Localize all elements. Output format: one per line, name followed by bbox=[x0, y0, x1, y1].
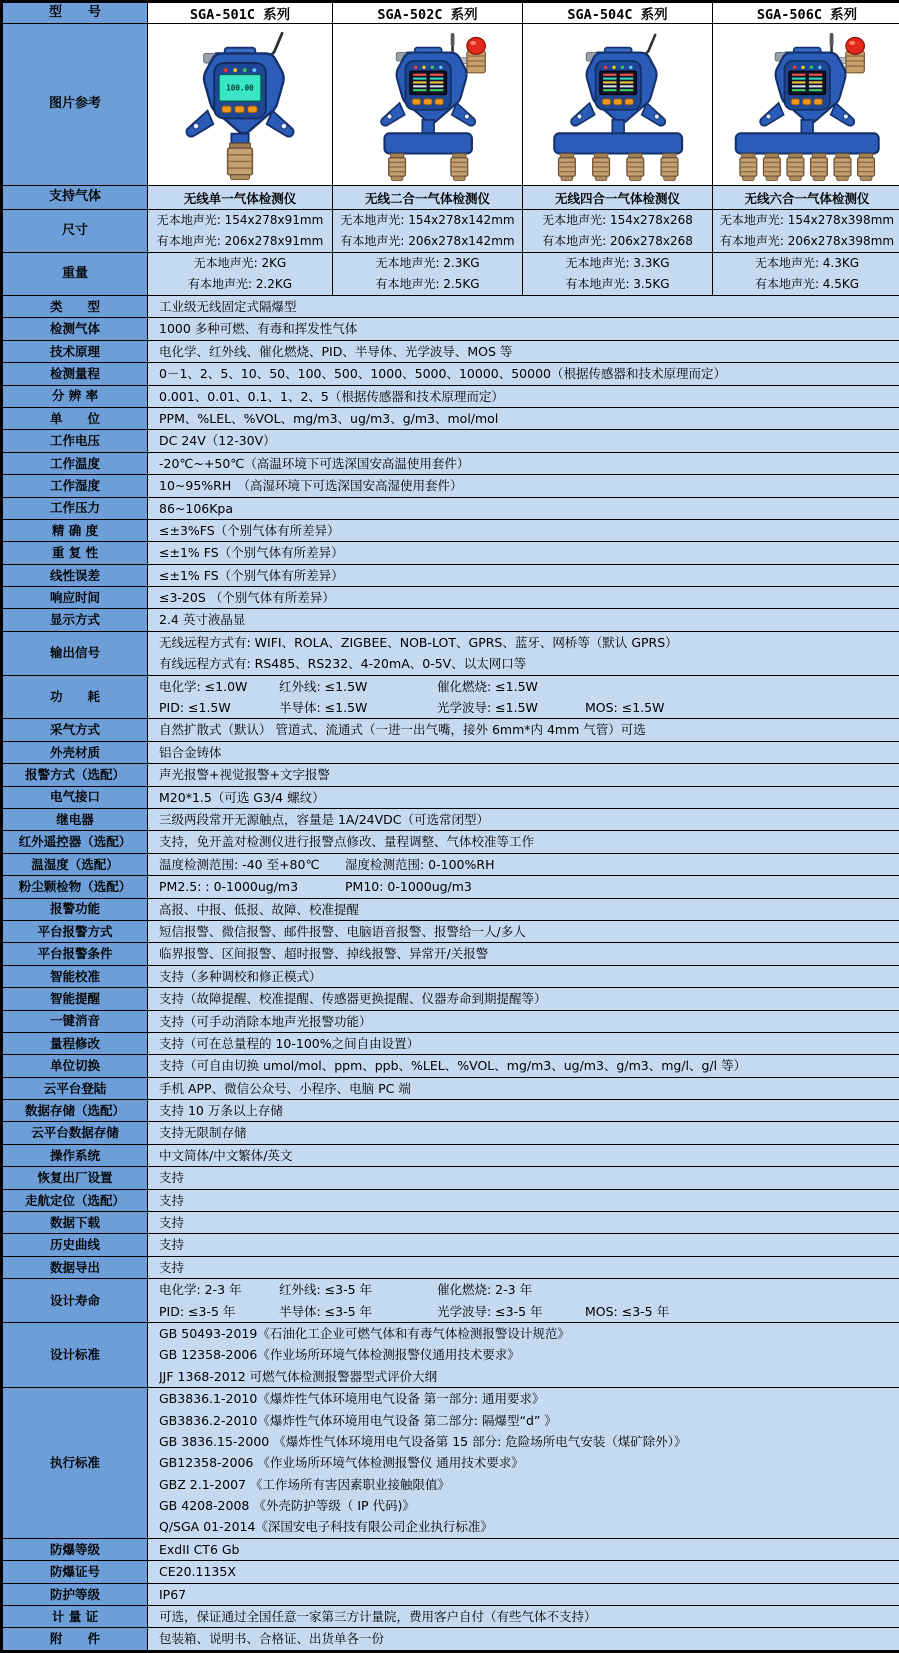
spec-row-value bbox=[148, 808, 899, 830]
spec-value-segment: 电化学: ≤1.0W bbox=[159, 676, 279, 697]
spec-row-value bbox=[148, 452, 899, 474]
spec-row-value bbox=[148, 1628, 899, 1650]
spec-row-label: 量程修改 bbox=[3, 1032, 148, 1054]
spec-value-line: ≤3-20S （个别气体有所差异） bbox=[159, 587, 899, 608]
spec-value-line: 0－1、2、5、10、50、100、500、1000、5000、10000、50000（根据传感器和技术原理而定） bbox=[159, 363, 899, 384]
spec-row bbox=[3, 340, 899, 362]
spec-value-segment: PID: ≤3-5 年 bbox=[159, 1301, 279, 1322]
spec-value-line: ExdII CT6 Gb bbox=[159, 1539, 899, 1560]
spec-value-line: 支持（故障提醒、校准提醒、传感器更换提醒、仪器寿命到期提醒等） bbox=[159, 988, 899, 1009]
dimension-value-line: 无本地声光: 154x278x91mm bbox=[148, 210, 332, 231]
spec-row-value bbox=[148, 1234, 899, 1256]
spec-row bbox=[3, 497, 899, 519]
spec-value-line: 支持 bbox=[159, 1190, 899, 1211]
product-image-cell bbox=[148, 24, 333, 186]
spec-row bbox=[3, 1322, 899, 1387]
spec-row bbox=[3, 542, 899, 564]
spec-row bbox=[3, 318, 899, 340]
spec-row-value bbox=[148, 853, 899, 875]
spec-value-segment: 催化燃烧: ≤1.5W bbox=[437, 676, 585, 697]
spec-row bbox=[3, 719, 899, 741]
spec-row-label: 云平台登陆 bbox=[3, 1077, 148, 1099]
spec-row-value bbox=[148, 1322, 899, 1387]
spec-row-label: 云平台数据存储 bbox=[3, 1122, 148, 1144]
spec-row-label: 防爆等级 bbox=[3, 1538, 148, 1560]
spec-row-label: 技术原理 bbox=[3, 340, 148, 362]
spec-row-value bbox=[148, 1279, 899, 1323]
supported-gas-value: 无线六合一气体检测仪 bbox=[713, 186, 899, 210]
spec-row-value bbox=[148, 519, 899, 541]
spec-row-label: 报警功能 bbox=[3, 898, 148, 920]
spec-row bbox=[3, 363, 899, 385]
spec-value-line: GB3836.1-2010《爆炸性气体环境用电气设备 第一部分: 通用要求》 bbox=[159, 1388, 899, 1409]
spec-value-line: 10~95%RH （高湿环境下可选深国安高湿使用套件） bbox=[159, 475, 899, 496]
svg-text:100.00: 100.00 bbox=[226, 84, 254, 93]
spec-row bbox=[3, 965, 899, 987]
spec-row bbox=[3, 296, 899, 318]
weight-value-line: 有本地声光: 2.5KG bbox=[333, 274, 522, 295]
spec-row-value bbox=[148, 741, 899, 763]
spec-row-label: 单位切换 bbox=[3, 1055, 148, 1077]
spec-row-label: 红外遥控器（选配） bbox=[3, 831, 148, 853]
spec-row bbox=[3, 631, 899, 675]
row-label-weight: 重量 bbox=[3, 253, 148, 296]
spec-row-label: 智能提醒 bbox=[3, 988, 148, 1010]
spec-row-label: 电气接口 bbox=[3, 786, 148, 808]
spec-row-label: 平台报警条件 bbox=[3, 943, 148, 965]
spec-row-label: 外壳材质 bbox=[3, 741, 148, 763]
spec-value-line: GB 50493-2019《石油化工企业可燃气体和有毒气体检测报警设计规范》 bbox=[159, 1323, 899, 1344]
spec-value-line: GB 4208-2008 《外壳防护等级（ IP 代码)》 bbox=[159, 1495, 899, 1516]
weight-value-line: 有本地声光: 3.5KG bbox=[523, 274, 712, 295]
spec-row-label: 设计寿命 bbox=[3, 1279, 148, 1323]
spec-table bbox=[2, 2, 899, 1651]
spec-row-label: 功 耗 bbox=[3, 675, 148, 719]
spec-row bbox=[3, 1122, 899, 1144]
spec-row bbox=[3, 1189, 899, 1211]
spec-row bbox=[3, 988, 899, 1010]
spec-value-segment: 电化学: 2-3 年 bbox=[159, 1279, 279, 1300]
spec-row-value bbox=[148, 296, 899, 318]
spec-value-line: 中文简体/中文繁体/英文 bbox=[159, 1145, 899, 1166]
spec-value-segment: 催化燃烧: 2-3 年 bbox=[437, 1279, 585, 1300]
spec-row-value bbox=[148, 831, 899, 853]
spec-row bbox=[3, 808, 899, 830]
spec-row bbox=[3, 1279, 899, 1323]
spec-row bbox=[3, 1583, 899, 1605]
spec-value-line: 支持无限制存储 bbox=[159, 1122, 899, 1143]
spec-row-label: 检测气体 bbox=[3, 318, 148, 340]
spec-row-value bbox=[148, 965, 899, 987]
spec-row-label: 重 复 性 bbox=[3, 542, 148, 564]
spec-value-line bbox=[159, 876, 899, 897]
spec-row-label: 工作温度 bbox=[3, 452, 148, 474]
spec-value-line: GB12358-2006 《作业场所环境气体检测报警仪 通用技术要求》 bbox=[159, 1452, 899, 1473]
spec-value-line: 有线远程方式有: RS485、RS232、4-20mA、0-5V、以太网口等 bbox=[159, 653, 899, 674]
spec-row-value bbox=[148, 898, 899, 920]
spec-row-value bbox=[148, 564, 899, 586]
spec-row bbox=[3, 920, 899, 942]
spec-row-label: 平台报警方式 bbox=[3, 920, 148, 942]
spec-value-line: 临界报警、区间报警、超时报警、掉线报警、异常开/关报警 bbox=[159, 943, 899, 964]
spec-row-label: 检测量程 bbox=[3, 363, 148, 385]
spec-value-line: CE20.1135X bbox=[159, 1561, 899, 1582]
weight-value bbox=[333, 253, 523, 296]
spec-row bbox=[3, 1538, 899, 1560]
spec-row-label: 响应时间 bbox=[3, 587, 148, 609]
supported-gas-value: 无线四合一气体检测仪 bbox=[523, 186, 713, 210]
spec-row bbox=[3, 1010, 899, 1032]
weight-value bbox=[148, 253, 333, 296]
gas-detector-image bbox=[342, 30, 514, 182]
spec-row-label: 操作系统 bbox=[3, 1144, 148, 1166]
spec-row-label: 单 位 bbox=[3, 407, 148, 429]
spec-value-segment: MOS: ≤3-5 年 bbox=[585, 1301, 669, 1322]
dimension-value-line: 有本地声光: 206x278x142mm bbox=[333, 231, 522, 252]
spec-row bbox=[3, 407, 899, 429]
weight-value-line: 无本地声光: 2KG bbox=[148, 253, 332, 274]
spec-row-value bbox=[148, 1077, 899, 1099]
spec-value-line: 支持（多种调校和修正模式） bbox=[159, 966, 899, 987]
spec-value-line: PPM、%LEL、%VOL、mg/m3、ug/m3、g/m3、mol/mol bbox=[159, 408, 899, 429]
spec-value-segment: PID: ≤1.5W bbox=[159, 697, 279, 718]
spec-value-line: ≤±1% FS（个别气体有所差异） bbox=[159, 565, 899, 586]
dimension-value-line: 无本地声光: 154x278x142mm bbox=[333, 210, 522, 231]
spec-row bbox=[3, 1077, 899, 1099]
product-image-cell bbox=[713, 24, 899, 186]
weight-value-line: 无本地声光: 2.3KG bbox=[333, 253, 522, 274]
weight-value-line: 无本地声光: 3.3KG bbox=[523, 253, 712, 274]
spec-value-line: 短信报警、微信报警、邮件报警、电脑语音报警、报警给一人/多人 bbox=[159, 921, 899, 942]
spec-row bbox=[3, 1100, 899, 1122]
spec-row-value bbox=[148, 675, 899, 719]
spec-value-line: 支持 bbox=[159, 1257, 899, 1278]
spec-row-value bbox=[148, 719, 899, 741]
spec-row-label: 走航定位（选配） bbox=[3, 1189, 148, 1211]
spec-value-segment: 光学波导: ≤1.5W bbox=[437, 697, 585, 718]
row-label-image: 图片参考 bbox=[3, 24, 148, 186]
spec-value-line: 包装箱、说明书、合格证、出货单各一份 bbox=[159, 1628, 899, 1649]
model-header: SGA-506C 系列 bbox=[713, 3, 899, 24]
spec-row-value bbox=[148, 1144, 899, 1166]
spec-row-value bbox=[148, 340, 899, 362]
spec-value-line: 支持 bbox=[159, 1212, 899, 1233]
dimension-value bbox=[713, 210, 899, 253]
spec-value-line: 支持（可在总量程的 10-100%之间自由设置） bbox=[159, 1033, 899, 1054]
spec-row-label: 继电器 bbox=[3, 808, 148, 830]
row-label-support: 支持气体 bbox=[3, 186, 148, 210]
spec-value-line: 支持 10 万条以上存储 bbox=[159, 1100, 899, 1121]
spec-row-label: 工作压力 bbox=[3, 497, 148, 519]
spec-row-value bbox=[148, 876, 899, 898]
spec-value-line: Q/SGA 01-2014《深国安电子科技有限公司企业执行标准》 bbox=[159, 1516, 899, 1537]
spec-row-value bbox=[148, 1032, 899, 1054]
model-header-row bbox=[3, 3, 899, 24]
gas-detector-image bbox=[532, 30, 704, 182]
spec-value-segment: PM2.5: : 0-1000ug/m3 bbox=[159, 876, 345, 897]
spec-row-label: 历史曲线 bbox=[3, 1234, 148, 1256]
spec-row bbox=[3, 609, 899, 631]
spec-value-line: ≤±1% FS（个别气体有所差异） bbox=[159, 542, 899, 563]
spec-row bbox=[3, 1055, 899, 1077]
spec-value-segment: 半导体: ≤1.5W bbox=[279, 697, 437, 718]
weight-value-line: 有本地声光: 2.2KG bbox=[148, 274, 332, 295]
spec-row-value bbox=[148, 1167, 899, 1189]
spec-row-value bbox=[148, 318, 899, 340]
spec-value-line: DC 24V（12-30V） bbox=[159, 430, 899, 451]
spec-value-line bbox=[159, 1301, 899, 1322]
spec-row bbox=[3, 385, 899, 407]
spec-value-segment: MOS: ≤1.5W bbox=[585, 697, 664, 718]
spec-row bbox=[3, 1212, 899, 1234]
spec-row-value bbox=[148, 407, 899, 429]
spec-row-value bbox=[148, 587, 899, 609]
spec-row-value bbox=[148, 1189, 899, 1211]
spec-row-value bbox=[148, 988, 899, 1010]
spec-row-value bbox=[148, 1122, 899, 1144]
spec-value-line: 86~106Kpa bbox=[159, 498, 899, 519]
spec-value-line: 手机 APP、微信公众号、小程序、电脑 PC 端 bbox=[159, 1078, 899, 1099]
spec-row-value bbox=[148, 1055, 899, 1077]
spec-row bbox=[3, 741, 899, 763]
spec-row-label: 精 确 度 bbox=[3, 519, 148, 541]
spec-value-line: 无线远程方式有: WIFI、ROLA、ZIGBEE、NOB-LOT、GPRS、蓝牙、网桥等（默认 GPRS） bbox=[159, 632, 899, 653]
spec-row-label: 输出信号 bbox=[3, 631, 148, 675]
model-header: SGA-502C 系列 bbox=[333, 3, 523, 24]
spec-row bbox=[3, 1388, 899, 1539]
dimension-value-line: 有本地声光: 206x278x268 bbox=[523, 231, 712, 252]
product-image-row bbox=[3, 24, 899, 186]
spec-value-segment: 半导体: ≤3-5 年 bbox=[279, 1301, 437, 1322]
spec-row-label: 一键消音 bbox=[3, 1010, 148, 1032]
spec-value-line: M20*1.5（可选 G3/4 螺纹） bbox=[159, 787, 899, 808]
spec-value-line bbox=[159, 697, 899, 718]
spec-value-line: 自然扩散式（默认） 管道式、流通式（一进一出气嘴，接外 6mm*内 4mm 气管）可选 bbox=[159, 719, 899, 740]
spec-value-line: 1000 多种可燃、有毒和挥发性气体 bbox=[159, 318, 899, 339]
spec-row-value bbox=[148, 1212, 899, 1234]
row-label-size: 尺寸 bbox=[3, 210, 148, 253]
spec-value-line bbox=[159, 676, 899, 697]
dimension-value-line: 无本地声光: 154x278x268 bbox=[523, 210, 712, 231]
spec-row bbox=[3, 1256, 899, 1278]
spec-value-line: IP67 bbox=[159, 1584, 899, 1605]
spec-row-label: 工作电压 bbox=[3, 430, 148, 452]
spec-row-value bbox=[148, 943, 899, 965]
spec-value-line: 工业级无线固定式隔爆型 bbox=[159, 296, 899, 317]
spec-row-value bbox=[148, 363, 899, 385]
spec-value-line: 支持（可自由切换 umol/mol、ppm、ppb、%LEL、%VOL、mg/m3、ug/m3、g/m3、mg/l、g/l 等） bbox=[159, 1055, 899, 1076]
spec-row-value bbox=[148, 385, 899, 407]
spec-row bbox=[3, 1606, 899, 1628]
gas-detector-image bbox=[721, 30, 893, 182]
spec-row-label: 智能校准 bbox=[3, 965, 148, 987]
spec-row-label: 类 型 bbox=[3, 296, 148, 318]
spec-row-label: 附 件 bbox=[3, 1628, 148, 1650]
spec-row bbox=[3, 1144, 899, 1166]
spec-row-label: 恢复出厂设置 bbox=[3, 1167, 148, 1189]
spec-value-line: 声光报警+视觉报警+文字报警 bbox=[159, 764, 899, 785]
spec-value-line bbox=[159, 854, 899, 875]
row-label-model: 型 号 bbox=[3, 3, 148, 24]
spec-row-value bbox=[148, 430, 899, 452]
model-header: SGA-501C 系列 bbox=[148, 3, 333, 24]
spec-row-value bbox=[148, 609, 899, 631]
spec-row-value bbox=[148, 497, 899, 519]
spec-row-label: 分 辨 率 bbox=[3, 385, 148, 407]
spec-row-value bbox=[148, 631, 899, 675]
spec-value-segment: 红外线: ≤1.5W bbox=[279, 676, 437, 697]
product-image-cell bbox=[523, 24, 713, 186]
spec-row bbox=[3, 898, 899, 920]
supported-gas-value: 无线单一气体检测仪 bbox=[148, 186, 333, 210]
weight-row bbox=[3, 253, 899, 296]
spec-row-value bbox=[148, 1010, 899, 1032]
spec-row-value bbox=[148, 475, 899, 497]
dimension-value bbox=[523, 210, 713, 253]
spec-row bbox=[3, 587, 899, 609]
model-header: SGA-504C 系列 bbox=[523, 3, 713, 24]
weight-value bbox=[713, 253, 899, 296]
spec-row bbox=[3, 831, 899, 853]
spec-row-label: 设计标准 bbox=[3, 1322, 148, 1387]
spec-row bbox=[3, 943, 899, 965]
spec-row bbox=[3, 1032, 899, 1054]
spec-value-line: 支持 bbox=[159, 1167, 899, 1188]
spec-row-label: 数据导出 bbox=[3, 1256, 148, 1278]
spec-value-line: 三级两段常开无源触点，容量是 1A/24VDC（可选常闭型） bbox=[159, 809, 899, 830]
spec-value-line: GB3836.2-2010《爆炸性气体环境用电气设备 第二部分: 隔爆型“d” 》 bbox=[159, 1410, 899, 1431]
spec-row bbox=[3, 1628, 899, 1650]
spec-value-line: 支持，免开盖对检测仪进行报警点修改、量程调整、气体校准等工作 bbox=[159, 831, 899, 852]
dimension-value-line: 有本地声光: 206x278x91mm bbox=[148, 231, 332, 252]
spec-value-line: GB 3836.15-2000 《爆炸性气体环境用电气设备第 15 部分: 危险场所电气安装（煤矿除外）》 bbox=[159, 1431, 899, 1452]
spec-row-label: 报警方式（选配） bbox=[3, 764, 148, 786]
spec-row bbox=[3, 853, 899, 875]
dimensions-row bbox=[3, 210, 899, 253]
spec-row-value bbox=[148, 1606, 899, 1628]
spec-row-label: 粉尘颗检物（选配） bbox=[3, 876, 148, 898]
dimension-value bbox=[148, 210, 333, 253]
spec-row-label: 工作湿度 bbox=[3, 475, 148, 497]
spec-value-line: 支持（可手动消除本地声光报警功能） bbox=[159, 1011, 899, 1032]
spec-value-line: 电化学、红外线、催化燃烧、PID、半导体、光学波导、MOS 等 bbox=[159, 341, 899, 362]
supported-gas-row bbox=[3, 186, 899, 210]
spec-row bbox=[3, 1167, 899, 1189]
spec-value-line: 可选，保证通过全国任意一家第三方计量院，费用客户自付（有些气体不支持） bbox=[159, 1606, 899, 1627]
spec-row-value bbox=[148, 542, 899, 564]
weight-value bbox=[523, 253, 713, 296]
spec-row-value bbox=[148, 1583, 899, 1605]
spec-row-value bbox=[148, 1100, 899, 1122]
spec-value-line: JJF 1368-2012 可燃气体检测报警器型式评价大纲 bbox=[159, 1366, 899, 1387]
spec-value-line: GB 12358-2006《作业场所环境气体检测报警仪通用技术要求》 bbox=[159, 1344, 899, 1365]
spec-rows bbox=[3, 296, 899, 1651]
spec-row bbox=[3, 1561, 899, 1583]
spec-row-label: 数据下载 bbox=[3, 1212, 148, 1234]
spec-value-line: 铝合金铸体 bbox=[159, 742, 899, 763]
spec-row-label: 数据存储（选配） bbox=[3, 1100, 148, 1122]
product-image-cell bbox=[333, 24, 523, 186]
spec-row bbox=[3, 675, 899, 719]
spec-row-value bbox=[148, 1561, 899, 1583]
spec-row bbox=[3, 786, 899, 808]
spec-row-value bbox=[148, 920, 899, 942]
spec-value-segment: 光学波导: ≤3-5 年 bbox=[437, 1301, 585, 1322]
spec-value-line: 支持 bbox=[159, 1234, 899, 1255]
spec-row bbox=[3, 1234, 899, 1256]
spec-row-value bbox=[148, 1388, 899, 1539]
dimension-value-line: 无本地声光: 154x278x398mm bbox=[713, 210, 899, 231]
spec-row-label: 防护等级 bbox=[3, 1583, 148, 1605]
dimension-value-line: 有本地声光: 206x278x398mm bbox=[713, 231, 899, 252]
spec-row-label: 计 量 证 bbox=[3, 1606, 148, 1628]
spec-row-value bbox=[148, 764, 899, 786]
spec-row bbox=[3, 475, 899, 497]
spec-row-label: 执行标准 bbox=[3, 1388, 148, 1539]
spec-row-label: 防爆证号 bbox=[3, 1561, 148, 1583]
spec-row bbox=[3, 876, 899, 898]
spec-row-value bbox=[148, 786, 899, 808]
spec-row-value bbox=[148, 1538, 899, 1560]
spec-row bbox=[3, 764, 899, 786]
spec-row-label: 采气方式 bbox=[3, 719, 148, 741]
spec-value-segment: 温度检测范围: -40 至+80℃ bbox=[159, 854, 345, 875]
spec-value-line: 2.4 英寸液晶显 bbox=[159, 609, 899, 630]
spec-value-line: 高报、中报、低报、故障、校准提醒 bbox=[159, 899, 899, 920]
spec-value-line: GBZ 2.1-2007 《工作场所有害因素职业接触限值》 bbox=[159, 1474, 899, 1495]
spec-value-line: 0.001、0.01、0.1、1、2、5（根据传感器和技术原理而定） bbox=[159, 386, 899, 407]
supported-gas-value: 无线二合一气体检测仪 bbox=[333, 186, 523, 210]
spec-value-segment: 红外线: ≤3-5 年 bbox=[279, 1279, 437, 1300]
weight-value-line: 有本地声光: 4.5KG bbox=[713, 274, 899, 295]
spec-value-segment: 湿度检测范围: 0-100%RH bbox=[345, 854, 503, 875]
spec-row bbox=[3, 519, 899, 541]
spec-row-label: 线性误差 bbox=[3, 564, 148, 586]
gas-detector-image bbox=[154, 30, 326, 182]
weight-value-line: 无本地声光: 4.3KG bbox=[713, 253, 899, 274]
spec-row bbox=[3, 452, 899, 474]
spec-row-value bbox=[148, 1256, 899, 1278]
spec-row-label: 显示方式 bbox=[3, 609, 148, 631]
spec-value-line bbox=[159, 1279, 899, 1300]
spec-row bbox=[3, 430, 899, 452]
spec-value-line: ≤±3%FS（个别气体有所差异） bbox=[159, 520, 899, 541]
dimension-value bbox=[333, 210, 523, 253]
spec-value-segment: PM10: 0-1000ug/m3 bbox=[345, 876, 503, 897]
spec-value-line: -20℃~+50℃（高温环境下可选深国安高温使用套件） bbox=[159, 453, 899, 474]
spec-row bbox=[3, 564, 899, 586]
spec-row-label: 温湿度（选配） bbox=[3, 853, 148, 875]
